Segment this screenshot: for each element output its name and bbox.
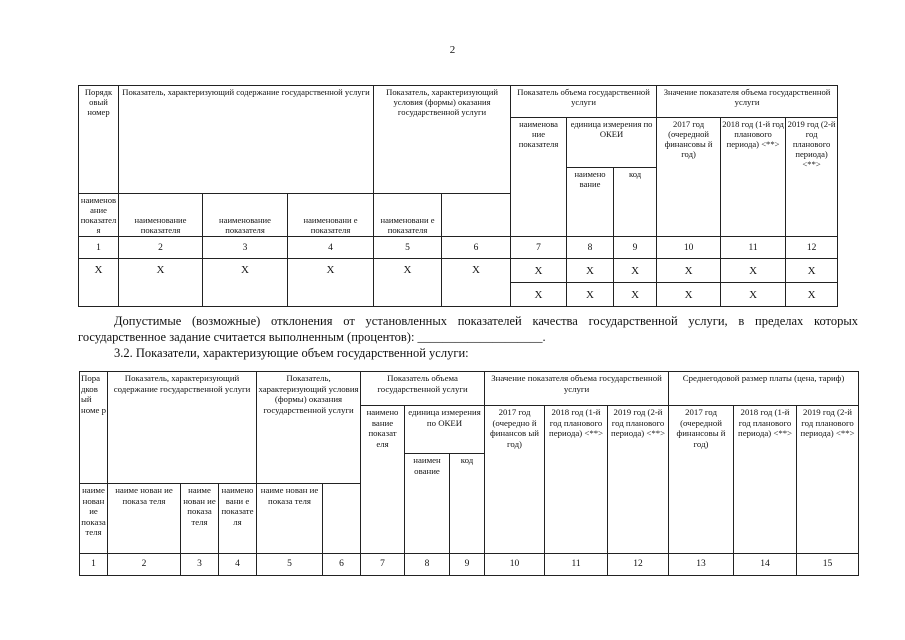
- header-content-indicator: Показатель, характеризующий содержание государственной услуги: [108, 372, 257, 484]
- header-average-fee: Среднегодовой размер платы (цена, тариф): [669, 372, 859, 406]
- header-volume-value: Значение показателя объема государственной услуги: [657, 86, 838, 118]
- col-number: 11: [721, 237, 786, 259]
- col-number: 4: [219, 554, 257, 576]
- header-fee-2019: 2019 год (2-й год планового периода) <**>: [797, 406, 859, 554]
- header-year-2017: 2017 год (очередной финансовы й год): [657, 118, 721, 237]
- header-name-col-3: наиме нован ие показа теля: [108, 484, 181, 554]
- cell-x: Х: [786, 259, 838, 283]
- cell-x: Х: [657, 259, 721, 283]
- header-order-number: Пора дков ый номе р: [80, 372, 108, 484]
- header-volume-value: Значение показателя объема государственной услуги: [485, 372, 669, 406]
- header-unit-okei: единица измерения по ОКЕИ: [567, 118, 657, 168]
- col-number: 3: [203, 237, 288, 259]
- volume-indicators-table-1: [78, 85, 838, 307]
- col-number: 5: [257, 554, 323, 576]
- header-order-number: Порядк овый номер: [79, 86, 119, 194]
- cell-x: Х: [288, 259, 374, 307]
- header-unit-okei: единица измерения по ОКЕИ: [405, 406, 485, 454]
- page-number: 2: [449, 44, 456, 56]
- header-name-col-2: наименование показателя: [79, 194, 119, 237]
- cell-x: Х: [203, 259, 288, 307]
- cell-x: Х: [567, 283, 614, 307]
- header-volume-2017: 2017 год (очередно й финансов ый год): [485, 406, 545, 554]
- col-number: 1: [80, 554, 108, 576]
- col-number: 8: [567, 237, 614, 259]
- header-unit-name: наимено вание: [567, 168, 614, 237]
- cell-x: Х: [79, 259, 119, 307]
- header-year-2019: 2019 год (2-й год планового периода) <**>: [786, 118, 838, 237]
- cell-x: Х: [721, 259, 786, 283]
- col-number: 7: [361, 554, 405, 576]
- col-number: 4: [288, 237, 374, 259]
- col-number: 8: [405, 554, 450, 576]
- header-name-col-5: наименовани е показателя: [219, 484, 257, 554]
- col-number: 3: [181, 554, 219, 576]
- header-year-2018: 2018 год (1-й год планового периода) <**>: [721, 118, 786, 237]
- col-number: 9: [450, 554, 485, 576]
- cell-x: Х: [721, 283, 786, 307]
- section-heading-3-2: 3.2. Показатели, характеризующие объем государственной услуги:: [114, 346, 469, 360]
- header-conditions-indicator: Показатель, характеризующий условия (формы) оказания государственной услуги: [257, 372, 361, 484]
- header-fee-2017: 2017 год (очередной финансовы й год): [669, 406, 734, 554]
- header-unit-code: код: [614, 168, 657, 237]
- header-name-col-4: наименование показателя: [203, 194, 288, 237]
- col-number: 5: [374, 237, 442, 259]
- col-number: 11: [545, 554, 608, 576]
- header-name-col-4: наиме нован ие показа теля: [181, 484, 219, 554]
- col-number: 14: [734, 554, 797, 576]
- cell-x: Х: [657, 283, 721, 307]
- col-number: 15: [797, 554, 859, 576]
- col-number: 12: [608, 554, 669, 576]
- header-fee-2018: 2018 год (1-й год планового периода) <**>: [734, 406, 797, 554]
- col-number: 2: [119, 237, 203, 259]
- cell-x: Х: [511, 259, 567, 283]
- header-name-col-2: наименование показателя: [80, 484, 108, 554]
- deviation-paragraph: Допустимые (возможные) отклонения от установленных показателей качества государственной услуги, в пределах которых государственное задание считается выполненным (процентов): ____________________.: [78, 314, 858, 344]
- header-unit-code: код: [450, 454, 485, 554]
- cell-x: Х: [119, 259, 203, 307]
- cell-x: Х: [614, 283, 657, 307]
- col-number: 6: [442, 237, 511, 259]
- cell-x: Х: [374, 259, 442, 307]
- header-content-indicator: Показатель, характеризующий содержание государственной услуги: [119, 86, 374, 194]
- col-number: 13: [669, 554, 734, 576]
- cell-x: Х: [511, 283, 567, 307]
- header-indicator-name: наименова ние показателя: [511, 118, 567, 237]
- col-number: 9: [614, 237, 657, 259]
- cell-x: Х: [614, 259, 657, 283]
- cell-x: Х: [786, 283, 838, 307]
- header-volume-2018: 2018 год (1-й год планового периода) <**>: [545, 406, 608, 554]
- header-name-col-6: наименовани е показателя: [374, 194, 442, 237]
- cell-x: Х: [567, 259, 614, 283]
- col-number: 12: [786, 237, 838, 259]
- header-unit-name: наимен ование: [405, 454, 450, 554]
- header-name-col-5: наименовани е показателя: [288, 194, 374, 237]
- col-number: 10: [485, 554, 545, 576]
- header-volume-2019: 2019 год (2-й год планового периода) <**>: [608, 406, 669, 554]
- col-number: 10: [657, 237, 721, 259]
- col-number: 7: [511, 237, 567, 259]
- col-number: 2: [108, 554, 181, 576]
- col-number: 1: [79, 237, 119, 259]
- volume-indicators-table-2: [79, 371, 859, 576]
- header-conditions-indicator: Показатель, характеризующий условия (формы) оказания государственной услуги: [374, 86, 511, 194]
- header-volume-indicator: Показатель объема государственной услуги: [361, 372, 485, 406]
- header-volume-indicator: Показатель объема государственной услуги: [511, 86, 657, 118]
- header-name-col-6: наиме нован ие показа теля: [257, 484, 323, 554]
- header-name-col-3: наименование показателя: [119, 194, 203, 237]
- header-indicator-name: наимено вание показат еля: [361, 406, 405, 554]
- col-number: 6: [323, 554, 361, 576]
- cell-x: Х: [442, 259, 511, 307]
